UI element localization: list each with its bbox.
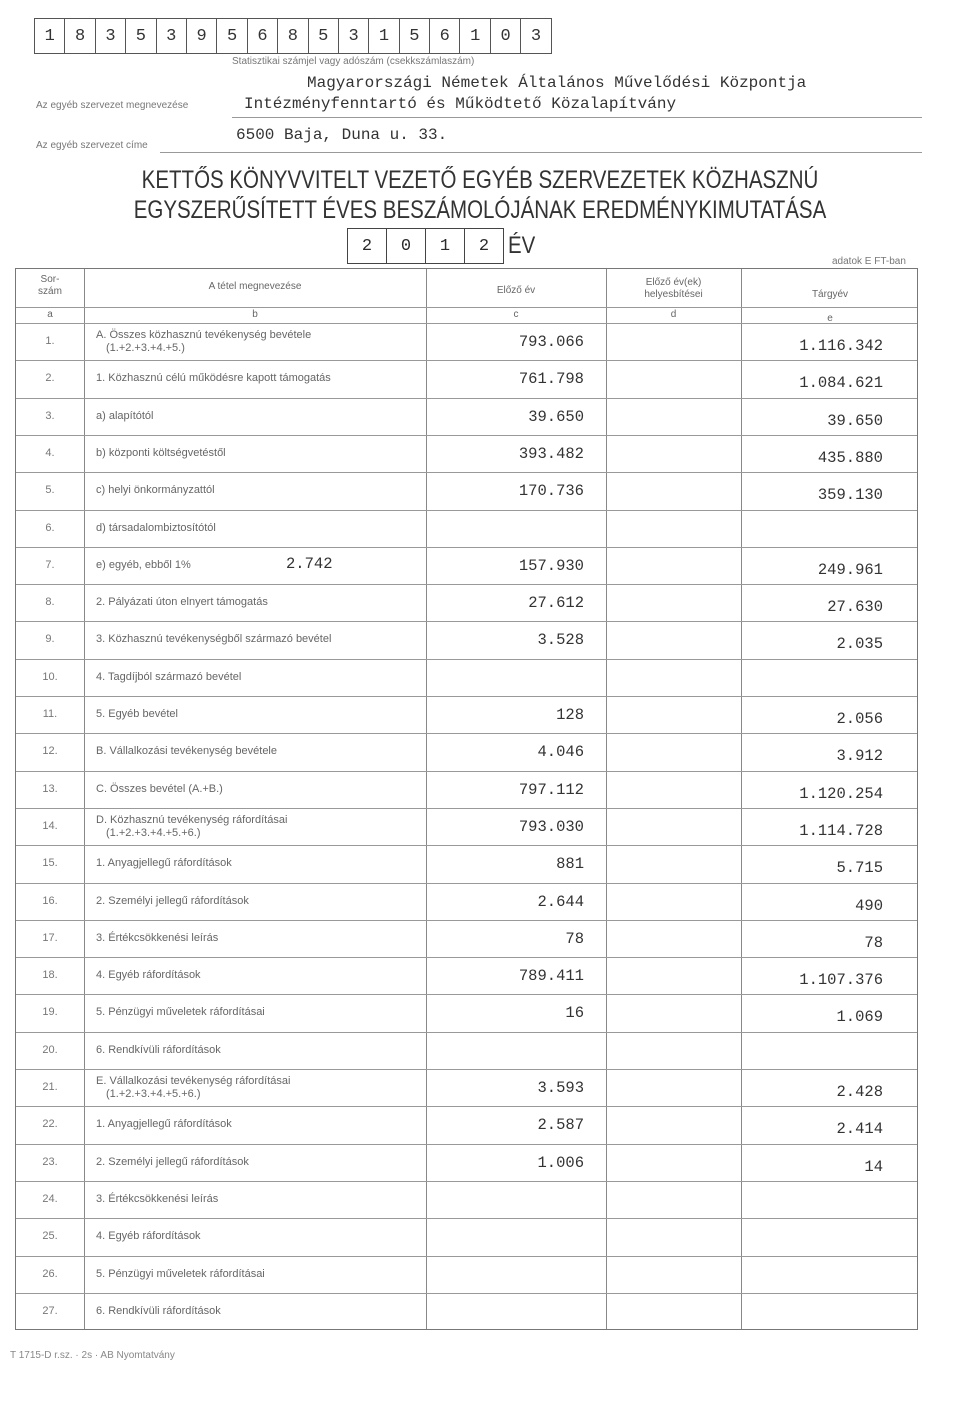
row-divider <box>16 1032 917 1033</box>
row-label: a) alapítótól <box>96 409 154 422</box>
stat-digit-box: 9 <box>187 18 217 54</box>
row-number: 12. <box>42 745 58 758</box>
org-address-underline <box>160 152 922 153</box>
stat-digit-box: 1 <box>369 18 399 54</box>
header-szam: szám <box>38 286 62 297</box>
row-number: 17. <box>42 931 58 944</box>
row-divider <box>16 994 917 995</box>
row-number: 2. <box>45 372 55 385</box>
row-divider <box>16 696 917 697</box>
stat-digit-box: 6 <box>248 18 278 54</box>
stat-digit-box: 5 <box>126 18 156 54</box>
row-divider <box>16 360 917 361</box>
row-number: 27. <box>42 1304 58 1317</box>
row-divider <box>16 1256 917 1257</box>
row-label: E. Vállalkozási tevékenység ráfordításai <box>96 1075 291 1087</box>
row-prev-value: 170.736 <box>518 482 584 501</box>
row-curr-value: 39.650 <box>827 411 883 430</box>
year-digit-box: 2 <box>347 228 387 264</box>
stat-digit-box: 3 <box>96 18 126 54</box>
stat-digit-box: 3 <box>521 18 551 54</box>
row-label: 5. Pénzügyi műveletek ráfordításai <box>96 1006 265 1019</box>
row-number: 11. <box>42 708 58 720</box>
row-divider <box>16 621 917 622</box>
row-prev-value: 39.650 <box>528 407 584 426</box>
row-curr-value: 1.069 <box>836 1008 883 1027</box>
row-curr-value: 3.912 <box>836 747 883 766</box>
row-number: 26. <box>42 1267 58 1280</box>
org-name-label: Az egyéb szervezet megnevezése <box>36 100 189 111</box>
row-divider <box>16 1069 917 1070</box>
row-divider <box>16 1218 917 1219</box>
row-curr-value: 490 <box>855 896 883 915</box>
row-divider <box>16 733 917 734</box>
header-name: A tétel megnevezése <box>208 281 302 292</box>
row-divider <box>16 883 917 884</box>
row-divider <box>16 472 917 473</box>
letter-c: c <box>513 309 519 320</box>
letter-divider <box>16 323 917 324</box>
row-label: 1. Közhasznú célú működésre kapott támogatás <box>96 372 331 385</box>
row-prev-value: 27.612 <box>528 594 584 613</box>
stat-digit-box: 3 <box>339 18 369 54</box>
row-number: 7. <box>45 558 55 571</box>
header-prev: Előző év <box>496 285 536 296</box>
row-prev-value: 2.644 <box>537 892 584 911</box>
row-prev-value: 2.587 <box>537 1116 584 1135</box>
org-address-label: Az egyéb szervezet címe <box>36 140 148 151</box>
row-divider <box>16 659 917 660</box>
row-divider <box>16 1106 917 1107</box>
row-prev-value: 3.593 <box>537 1079 584 1097</box>
row-label-sub: (1.+2.+3.+4.+5.+6.) <box>106 826 201 839</box>
year-suffix: ÉV <box>508 232 536 259</box>
stat-digit-box: 5 <box>400 18 430 54</box>
row-label: 2. Pályázati úton elnyert támogatás <box>96 596 268 609</box>
row-label: b) központi költségvetéstől <box>96 446 226 459</box>
row-label: 1. Anyagjellegű ráfordítások <box>96 1118 232 1131</box>
stat-digit-box: 0 <box>491 18 521 54</box>
row-label: A. Összes közhasznú tevékenység bevétele <box>96 329 312 341</box>
row-divider <box>16 435 917 436</box>
row-number: 8. <box>45 596 55 609</box>
row-divider <box>16 547 917 548</box>
row-prev-value: 4.046 <box>537 743 584 762</box>
letter-b: b <box>252 309 258 320</box>
row-divider <box>16 845 917 846</box>
row-label: B. Vállalkozási tevékenység bevétele <box>96 745 277 758</box>
row-curr-value: 1.120.254 <box>799 784 883 803</box>
row-label: 6. Rendkívüli ráfordítások <box>96 1043 221 1056</box>
row-label: 4. Egyéb ráfordítások <box>96 1230 201 1243</box>
year-boxes <box>347 228 504 262</box>
row-number: 15. <box>42 857 58 870</box>
row-divider <box>16 510 917 511</box>
row-curr-value: 2.414 <box>836 1120 883 1139</box>
row-label: 2. Személyi jellegű ráfordítások <box>96 1155 249 1168</box>
stat-digit-box: 5 <box>309 18 339 54</box>
row-divider <box>16 771 917 772</box>
row-number: 19. <box>42 1006 58 1019</box>
org-name-line1: Magyarországi Németek Általános Művelődési Központja <box>307 74 807 92</box>
row-label: D. Közhasznú tevékenység ráfordításai <box>96 813 288 826</box>
row-curr-value: 1.114.728 <box>799 821 883 840</box>
row-curr-value: 2.428 <box>836 1083 883 1101</box>
row-curr-value: 1.084.621 <box>799 374 883 393</box>
stat-digit-box: 8 <box>278 18 308 54</box>
row-prev-value: 1.006 <box>537 1153 584 1172</box>
header-corr-line2: helyesbítései <box>644 289 703 300</box>
row-curr-value: 14 <box>864 1157 883 1176</box>
header-curr: Tárgyév <box>811 289 849 300</box>
row-label: 4. Tagdíjból származó bevétel <box>96 670 242 683</box>
header-corr-line1: Előző év(ek) <box>645 277 702 288</box>
row-prev-value: 78 <box>565 929 584 948</box>
row-curr-value: 2.035 <box>836 635 883 654</box>
row-label: 3. Értékcsökkenési leírás <box>96 1192 219 1205</box>
row-divider <box>16 1181 917 1182</box>
org-name-underline <box>232 117 922 118</box>
row-label: 4. Egyéb ráfordítások <box>96 969 201 982</box>
stat-digit-box: 8 <box>65 18 95 54</box>
row-curr-value: 249.961 <box>817 560 883 579</box>
row-divider <box>16 920 917 921</box>
row-prev-value: 3.528 <box>537 631 584 650</box>
row-curr-value: 5.715 <box>836 859 883 878</box>
row-curr-value: 2.056 <box>836 710 883 728</box>
row-number: 23. <box>42 1155 58 1168</box>
stat-digit-box: 3 <box>157 18 187 54</box>
row-number: 5. <box>45 484 55 497</box>
row-prev-value: 16 <box>565 1004 584 1023</box>
row-number: 4. <box>45 446 55 459</box>
row-label-sub: (1.+2.+3.+4.+5.) <box>106 342 185 354</box>
row-label: 5. Pénzügyi műveletek ráfordításai <box>96 1267 265 1280</box>
year-digit-box: 1 <box>426 228 465 264</box>
row-number: 9. <box>45 633 55 646</box>
row-label: e) egyéb, ebből 1% <box>96 558 191 571</box>
form-footer: T 1715-D r.sz. · 2s · AB Nyomtatvány <box>10 1350 175 1361</box>
stat-digit-box: 1 <box>460 18 490 54</box>
title-line2: EGYSZERŰSÍTETT ÉVES BESZÁMOLÓJÁNAK EREDMÉNYKIMUTATÁSA <box>133 196 827 224</box>
row-number: 21. <box>42 1081 58 1093</box>
header-sor: Sor- <box>40 274 60 285</box>
row-prev-value: 128 <box>556 706 584 724</box>
row-divider <box>16 957 917 958</box>
row-number: 10. <box>42 670 58 683</box>
org-address: 6500 Baja, Duna u. 33. <box>236 126 448 144</box>
row-prev-value: 797.112 <box>518 780 584 799</box>
row-number: 18. <box>42 969 58 982</box>
row-number: 16. <box>42 894 58 907</box>
row-number: 22. <box>42 1118 58 1131</box>
row-label: 5. Egyéb bevétel <box>96 708 178 720</box>
col-divider-1 <box>84 269 85 1329</box>
stat-digit-box: 6 <box>430 18 460 54</box>
row-divider <box>16 1144 917 1145</box>
row-label: 6. Rendkívüli ráfordítások <box>96 1304 221 1317</box>
row-prev-value: 761.798 <box>518 370 584 389</box>
row-number: 13. <box>42 782 58 795</box>
row-divider <box>16 1293 917 1294</box>
row-number: 20. <box>42 1043 58 1056</box>
row-prev-value: 393.482 <box>518 444 584 463</box>
stat-caption: Statisztikai számjel vagy adószám (csekkszámlaszám) <box>232 56 475 67</box>
row-extra-value: 2.742 <box>286 554 333 573</box>
row-label: d) társadalombiztosítótól <box>96 521 216 534</box>
row-label: 1. Anyagjellegű ráfordítások <box>96 857 232 870</box>
stat-digit-box: 1 <box>34 18 65 54</box>
row-number: 6. <box>45 521 55 534</box>
year-digit-box: 0 <box>387 228 426 264</box>
letter-e: e <box>827 313 833 324</box>
income-statement-table <box>15 268 918 1330</box>
row-number: 25. <box>42 1230 58 1243</box>
row-prev-value: 793.066 <box>518 333 584 351</box>
row-label: 3. Közhasznú tevékenységből származó bevétel <box>96 633 332 646</box>
row-label: 2. Személyi jellegű ráfordítások <box>96 894 249 907</box>
row-curr-value: 435.880 <box>817 448 883 467</box>
row-curr-value: 1.107.376 <box>799 971 883 990</box>
row-divider <box>16 584 917 585</box>
row-divider <box>16 398 917 399</box>
stat-number-boxes <box>34 18 552 52</box>
row-label: c) helyi önkormányzattól <box>96 484 215 497</box>
row-prev-value: 881 <box>556 855 584 874</box>
letter-d: d <box>670 309 677 320</box>
stat-digit-box: 5 <box>217 18 247 54</box>
row-curr-value: 1.116.342 <box>799 337 883 355</box>
col-divider-3 <box>606 269 607 1329</box>
row-curr-value: 78 <box>864 933 883 952</box>
row-number: 3. <box>45 409 55 422</box>
row-number: 14. <box>42 819 58 832</box>
title-line1: KETTŐS KÖNYVVITELT VEZETŐ EGYÉB SZERVEZETEK KÖZHASZNÚ <box>141 166 819 194</box>
row-label-sub: (1.+2.+3.+4.+5.+6.) <box>106 1088 201 1100</box>
unit-note: adatok E FT-ban <box>832 256 906 267</box>
letter-a: a <box>47 309 53 320</box>
row-prev-value: 789.411 <box>518 967 584 986</box>
row-label: 3. Értékcsökkenési leírás <box>96 931 219 944</box>
row-prev-value: 157.930 <box>518 556 584 575</box>
row-divider <box>16 808 917 809</box>
row-prev-value: 793.030 <box>518 817 584 836</box>
row-curr-value: 359.130 <box>817 486 883 505</box>
row-number: 24. <box>42 1192 58 1205</box>
row-number: 1. <box>45 335 55 347</box>
org-name-line2: Intézményfenntartó és Működtető Közalapítvány <box>244 95 677 113</box>
row-label: C. Összes bevétel (A.+B.) <box>96 782 223 795</box>
row-curr-value: 27.630 <box>827 598 883 617</box>
year-digit-box: 2 <box>465 228 504 264</box>
header-divider <box>16 307 917 308</box>
